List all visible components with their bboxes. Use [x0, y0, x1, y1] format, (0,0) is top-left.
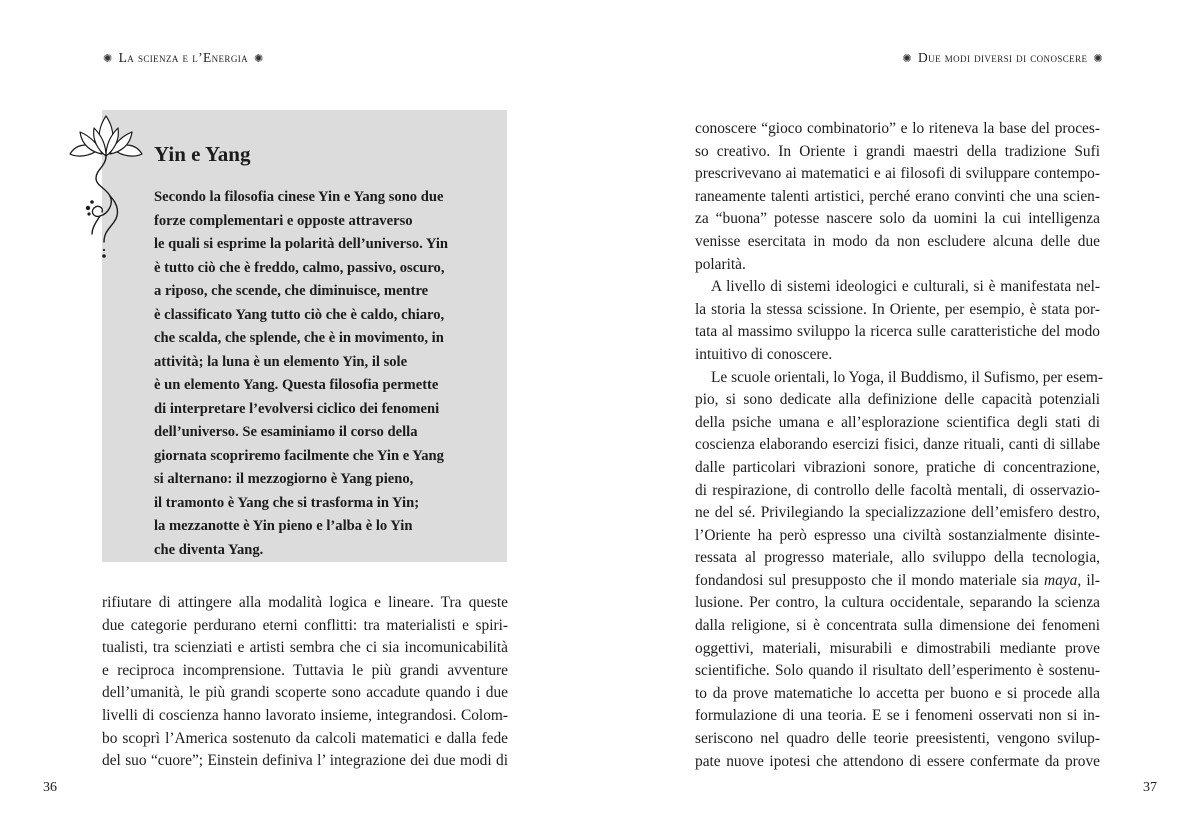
right-running-head-text: Due modi diversi di conoscere	[918, 50, 1088, 65]
text-line: bo scoprì l’America sostenuto da calcoli matematici e dalla fede	[102, 729, 508, 747]
box-title: Yin e Yang	[154, 142, 251, 166]
text-line: dell’umanità, le più grandi scoperte sono accadute quando i due	[102, 684, 508, 702]
text-line: za “buona” potesse nascere solo da uomini la cui intelligenza	[695, 210, 1100, 228]
text-line: intuitivo di conoscere.	[695, 345, 833, 363]
text-line: l’Oriente ha però espresso una civiltà sostanzialmente disinte-	[695, 526, 1100, 544]
page-number-right: 37	[1143, 780, 1157, 795]
text-line: venisse esercitata in modo da non escludere alcuna delle due	[695, 232, 1100, 250]
text-line: prescrivevano ai matematici e ai filosofi di sviluppare contempo-	[695, 165, 1100, 183]
text-line: del suo “cuore”; Einstein definiva l’ integrazione dei due modi di	[102, 752, 508, 770]
ornament-icon: ✺	[902, 52, 913, 65]
text-line: pate nuove ipotesi che attendono di essere confermate da prove	[695, 752, 1100, 770]
text-line: ne del sé. Privilegiando la specializzazione dell’emisfero destro,	[695, 504, 1100, 522]
text-line: oggettivi, materiali, misurabili e dimostrabili mediante prove	[695, 639, 1100, 657]
text-line: formulazione di una teoria. E se i fenomeni osservati non si in-	[695, 707, 1100, 725]
text-line: ressata al progresso materiale, allo sviluppo della tecnologia,	[695, 549, 1100, 567]
text-line: scientifiche. Solo quando il risultato dell’esperimento è sostenu-	[695, 662, 1100, 680]
text-line: lusione. Per contro, la cultura occidentale, separando la scienza	[695, 594, 1100, 612]
box-line: di interpretare l’evolversi ciclico dei fenomeni	[154, 400, 440, 417]
text-line: A livello di sistemi ideologici e culturali, si è manifestata nel-	[711, 278, 1100, 296]
text-line: della psiche umana e all’esplorazione scientifica degli stati di	[695, 413, 1100, 431]
lotus-ornament-icon	[62, 110, 150, 262]
text-line: pio, si sono dedicate alla definizione delle capacità potenziali	[695, 391, 1100, 409]
sidebar-box	[102, 110, 507, 562]
box-line: è classificato Yang tutto ciò che è caldo, chiaro,	[154, 306, 445, 323]
text-line: dalla religione, si è concentrata sulla dimensione dei fenomeni	[695, 617, 1100, 635]
text-line: so creativo. In Oriente i grandi maestri della tradizione Sufi	[695, 142, 1100, 160]
text-line: fondandosi sul presupposto che il mondo materiale sia maya, il-	[695, 571, 1101, 589]
text-line: la storia la stessa scissione. In Oriente, per esempio, è stata por-	[695, 300, 1100, 318]
box-line: che scalda, che splende, che è in movimento, in	[154, 330, 444, 346]
box-line: la mezzanotte è Yin pieno e l’alba è lo Yin	[154, 518, 413, 534]
text-line: due categorie perdurano eterni conflitti: tra materialisti e spiri-	[102, 616, 508, 634]
right-running-head	[902, 50, 1103, 66]
box-line: si alternano: il mezzogiorno è Yang pieno,	[154, 471, 414, 487]
box-line: attività; la luna è un elemento Yin, il sole	[154, 353, 408, 370]
left-running-head-text: La scienza e l’Energia	[118, 50, 249, 65]
ornament-icon: ✺	[254, 52, 264, 65]
box-line: a riposo, che scende, che diminuisce, mentre	[154, 283, 429, 299]
box-line: forze complementari e opposte attraverso	[154, 212, 413, 229]
ornament-icon: ✺	[1093, 52, 1103, 65]
text-line: dalle particolari vibrazioni sonore, pratiche di concentrazione,	[695, 458, 1100, 476]
left-running-head	[103, 50, 264, 66]
page-number-left: 36	[43, 780, 57, 795]
right-body-text	[695, 118, 1103, 773]
box-line: giornata scopriremo facilmente che Yin e Yang	[154, 447, 444, 464]
text-line: rifiutare di attingere alla modalità logica e lineare. Tra queste	[102, 594, 508, 611]
box-line: è un elemento Yang. Questa filosofia permette	[154, 377, 439, 393]
text-line: raneamente talenti artistici, perché erano convinti che una scien-	[695, 187, 1100, 205]
text-line: conoscere “gioco combinatorio” e lo riteneva la base del proces-	[695, 120, 1100, 137]
text-line: tualisti, tra scienziati e artisti sembra che ci sia incomunicabilità	[102, 639, 508, 657]
text-line: tata al massimo sviluppo la ricerca sulle caratteristiche del modo	[695, 323, 1100, 341]
box-line: che diventa Yang.	[154, 541, 264, 558]
text-line: e reciproca incomprensione. Tuttavia le più grandi avventure	[102, 661, 508, 679]
text-line: livelli di coscienza hanno lavorato insieme, integrandosi. Colom-	[102, 706, 508, 724]
box-line: dell’universo. Se esaminiamo il corso della	[154, 424, 418, 440]
text-line: coscienza elaborando esercizi fisici, danze rituali, canti di sillabe	[695, 436, 1100, 454]
text-line: to da prove matematiche lo accetta per buono e si procede alla	[695, 684, 1100, 702]
left-body-text	[102, 592, 508, 773]
box-line: il tramonto è Yang che si trasforma in Yin;	[154, 494, 420, 511]
box-line: Secondo la filosofia cinese Yin e Yang sono due	[154, 189, 444, 205]
text-line: seriscono nel quadro delle teorie preesistenti, vengono svilup-	[695, 730, 1100, 748]
ornament-icon: ✺	[103, 52, 113, 65]
box-line: le quali si esprime la polarità dell’universo. Yin	[154, 236, 449, 252]
box-body	[154, 186, 499, 562]
text-line: Le scuole orientali, lo Yoga, il Buddismo, il Sufismo, per esem-	[711, 368, 1103, 386]
box-line: è tutto ciò che è freddo, calmo, passivo, oscuro,	[154, 259, 445, 276]
text-line: di respirazione, di controllo delle facoltà mentali, di osservazio-	[695, 481, 1100, 499]
text-line: polarità.	[695, 255, 746, 273]
